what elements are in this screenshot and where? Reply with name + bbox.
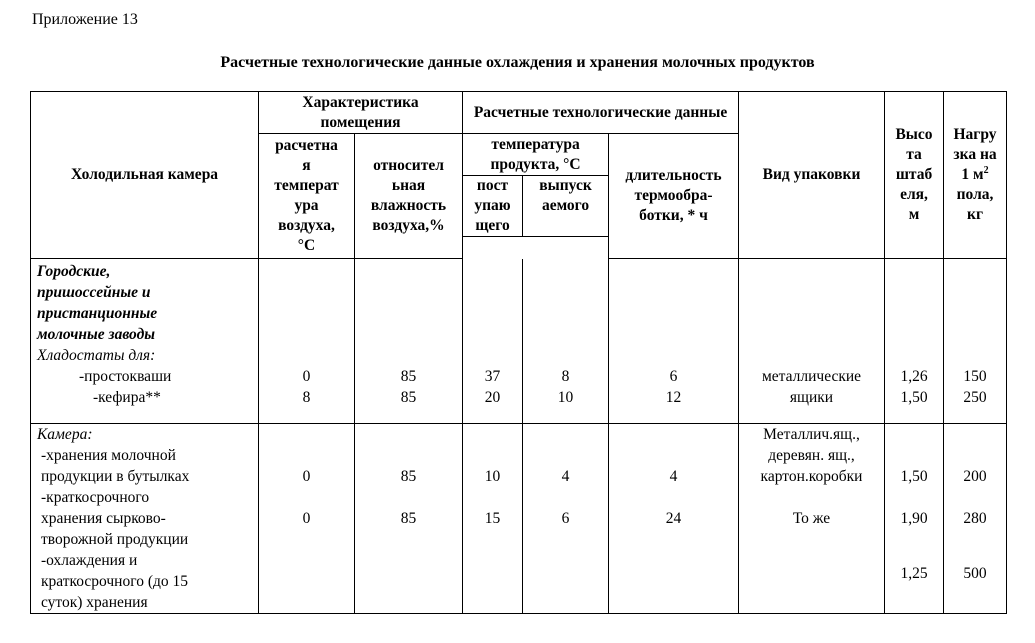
appendix-label: Приложение 13	[32, 11, 138, 28]
table-row: -кефира** 8 85 20 10 12 ящики 1,50 250	[31, 387, 1007, 423]
table-row: Камера: -хранения молочной продукции в бутылках 0 85 10 4 4 Металлич.ящ., деревян. ящ., картон.коробки 1,50 200	[31, 423, 1007, 487]
section-heading: Камера:	[37, 425, 93, 443]
table-row: -охлаждения и краткосрочного (до 15 суток) хранения 1,25 500	[31, 550, 1007, 614]
header-stack-height: Высо та штаб еля, м	[885, 92, 944, 259]
header-air-temperature: расчетна я температ ура воздуха, °С	[259, 134, 355, 259]
document-title: Расчетные технологические данные охлаждения и хранения молочных продуктов	[220, 54, 815, 71]
header-room-characteristics: Характеристика помещения	[259, 92, 463, 134]
header-floor-load: Нагру зка на 1 $м^2$ пола, кг	[944, 92, 1007, 259]
header-chamber: Холодильная камера	[31, 92, 259, 259]
data-table	[30, 91, 1007, 614]
section-heading: Городские, пришоссейные и пристанционные молочные заводы Хладостаты для:	[31, 259, 259, 367]
header-humidity: относител ьная влажность воздуха,%	[355, 134, 463, 259]
table-row: -краткосрочного хранения сырково- творожной продукции 0 85 15 6 24 То же 1,90 280	[31, 487, 1007, 550]
table-row: -простокваши 0 85 37 8 6 металлические 1,26 150	[31, 366, 1007, 387]
header-packaging: Вид упаковки	[739, 92, 885, 259]
header-outgoing: выпуск аемого	[523, 176, 609, 237]
header-product-temperature: температура продукта, °С	[463, 134, 609, 176]
header-processing-duration: длительность термообра- ботки, * ч	[609, 134, 739, 259]
header-calculated-data: Расчетные технологические данные	[463, 92, 739, 134]
header-incoming: пост упаю щего	[463, 176, 523, 237]
